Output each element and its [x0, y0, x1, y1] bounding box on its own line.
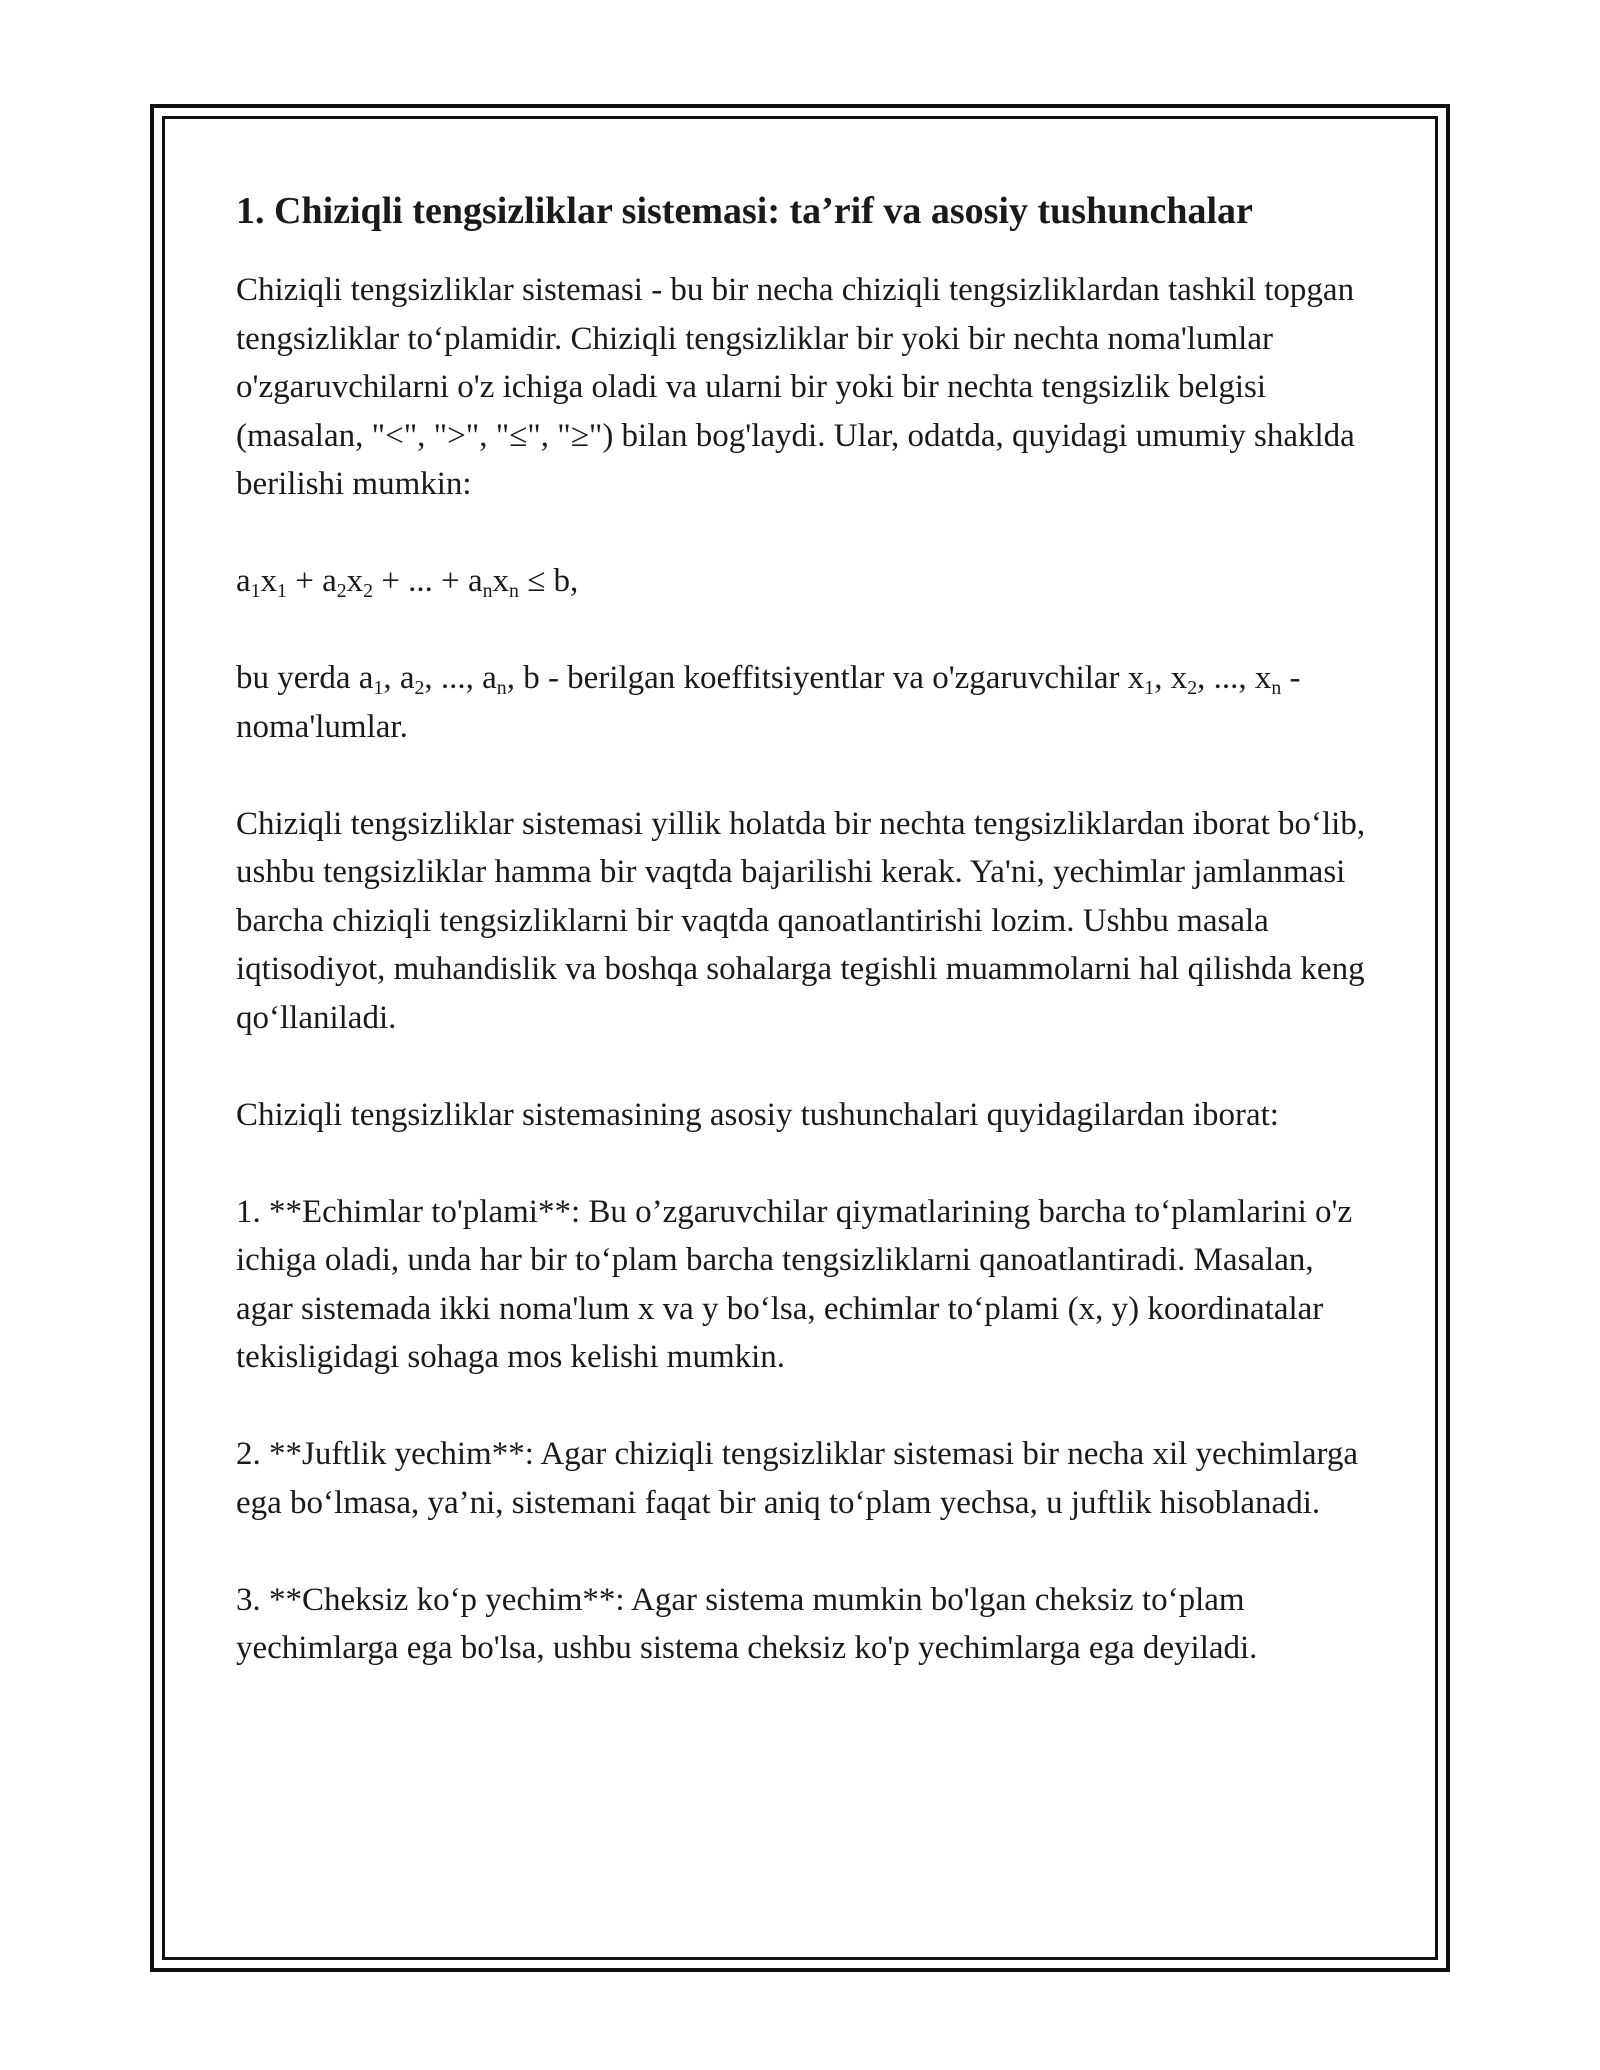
paragraph-notation: bu yerda $a_1$, $a_2$, ..., $a_n$, b - berilgan koeffitsiyentlar va o'zgaruvchilar $x_1$, $x_2$, ..., $x_n$ - noma'lumlar.: [236, 660, 1301, 745]
subscript: 1: [250, 579, 261, 602]
relation: ≤ b,: [527, 563, 579, 599]
plus-sign: +: [295, 563, 314, 599]
formula-line: [236, 557, 1372, 606]
subscript: n: [496, 676, 507, 699]
list-item-solution-set: 1. **Echimlar to'plami**: Bu o’zgaruvchilar qiymatlarining barcha to‘plamlarini o'z ichiga oladi, unda har bir to‘plam barcha tengsizliklarni qanoatlantiradi. Masalan, agar sistemada ikki noma'lum x va y bo‘lsa, echimlar to‘plami (x, y) koordinatalar tekisligidagi sohaga mos kelishi mumkin.: [236, 1193, 1353, 1375]
document-body: [236, 186, 1372, 1673]
subscript: n: [482, 579, 493, 602]
subscript: 2: [363, 579, 373, 602]
subscript: 2: [1187, 676, 1198, 699]
list-item-pair-solution: 2. **Juftlik yechim**: Agar chiziqli tengsizliklar sistemasi bir necha xil yechimlarga ega bo‘lmasa, ya’ni, sistemani faqat bir aniq to‘plam yechsa, u juftlik hisoblanadi.: [236, 1436, 1359, 1521]
var-x: x: [492, 563, 510, 599]
coef-a: a: [399, 660, 415, 696]
subscript: n: [1271, 676, 1282, 699]
paragraph-definition: Chiziqli tengsizliklar sistemasi - bu bir necha chiziqli tengsizliklardan tashkil topgan tengsizliklar to‘plamidir. Chiziqli tengsizliklar bir yoki bir nechta noma'lumlar o'zgaruvchilarni o'z ichiga oladi va ularni bir yoki bir nechta tengsizlik belgisi (masalan, "<", ">", "≤", "≥") bilan bog'laydi. Ular, odatda, quyidagi umumiy shaklda berilishi mumkin:: [236, 272, 1355, 502]
notation-tail: - noma'lumlar.: [236, 660, 1301, 745]
coef-a: a: [468, 563, 483, 599]
coef-a: a: [236, 563, 251, 599]
var-x: x: [1170, 660, 1188, 696]
subscript: n: [509, 579, 519, 602]
var-x: x: [260, 563, 278, 599]
subscript: 2: [336, 579, 347, 602]
list-item-infinite-solutions: 3. **Cheksiz ko‘p yechim**: Agar sistema mumkin bo'lgan cheksiz to‘plam yechimlarga ega bo'lsa, ushbu sistema cheksiz ko'p yechimlarga ega deyiladi.: [236, 1581, 1258, 1666]
plus-sign: +: [441, 563, 460, 599]
plus-sign: +: [381, 563, 400, 599]
subscript: 1: [1144, 676, 1155, 699]
ellipsis: ...: [1213, 660, 1239, 696]
ellipsis: ...: [408, 563, 433, 599]
var-x: x: [346, 563, 364, 599]
notation-intro: bu yerda: [236, 660, 351, 696]
paragraph-concepts-intro: Chiziqli tengsizliklar sistemasining asosiy tushunchalari quyidagilardan iborat:: [236, 1096, 1279, 1133]
notation-middle: , b - berilgan koeffitsiyentlar va o'zgaruvchilar: [506, 660, 1120, 696]
paragraph-system: Chiziqli tengsizliklar sistemasi yillik holatda bir nechta tengsizliklardan iborat bo‘lib, ushbu tengsizliklar hamma bir vaqtda bajarilishi kerak. Ya'ni, yechimlar jamlanmasi barcha chiziqli tengsizliklarni bir vaqtda qanoatlantirishi lozim. Ushbu masala iqtisodiyot, muhandislik va boshqa sohalarga tegishli muammolarni hal qilishda keng qo‘llaniladi.: [236, 805, 1366, 1036]
section-heading: 1. Chiziqli tengsizliklar sistemasi: ta’rif va asosiy tushunchalar: [236, 190, 1253, 232]
coef-a: a: [482, 660, 497, 696]
ellipsis: ...: [440, 660, 466, 696]
var-x: x: [1127, 660, 1145, 696]
coef-a: a: [358, 660, 374, 696]
subscript: 1: [277, 579, 287, 602]
var-x: x: [1254, 660, 1272, 696]
subscript: 2: [414, 676, 425, 699]
subscript: 1: [373, 676, 384, 699]
coef-a: a: [322, 563, 337, 599]
